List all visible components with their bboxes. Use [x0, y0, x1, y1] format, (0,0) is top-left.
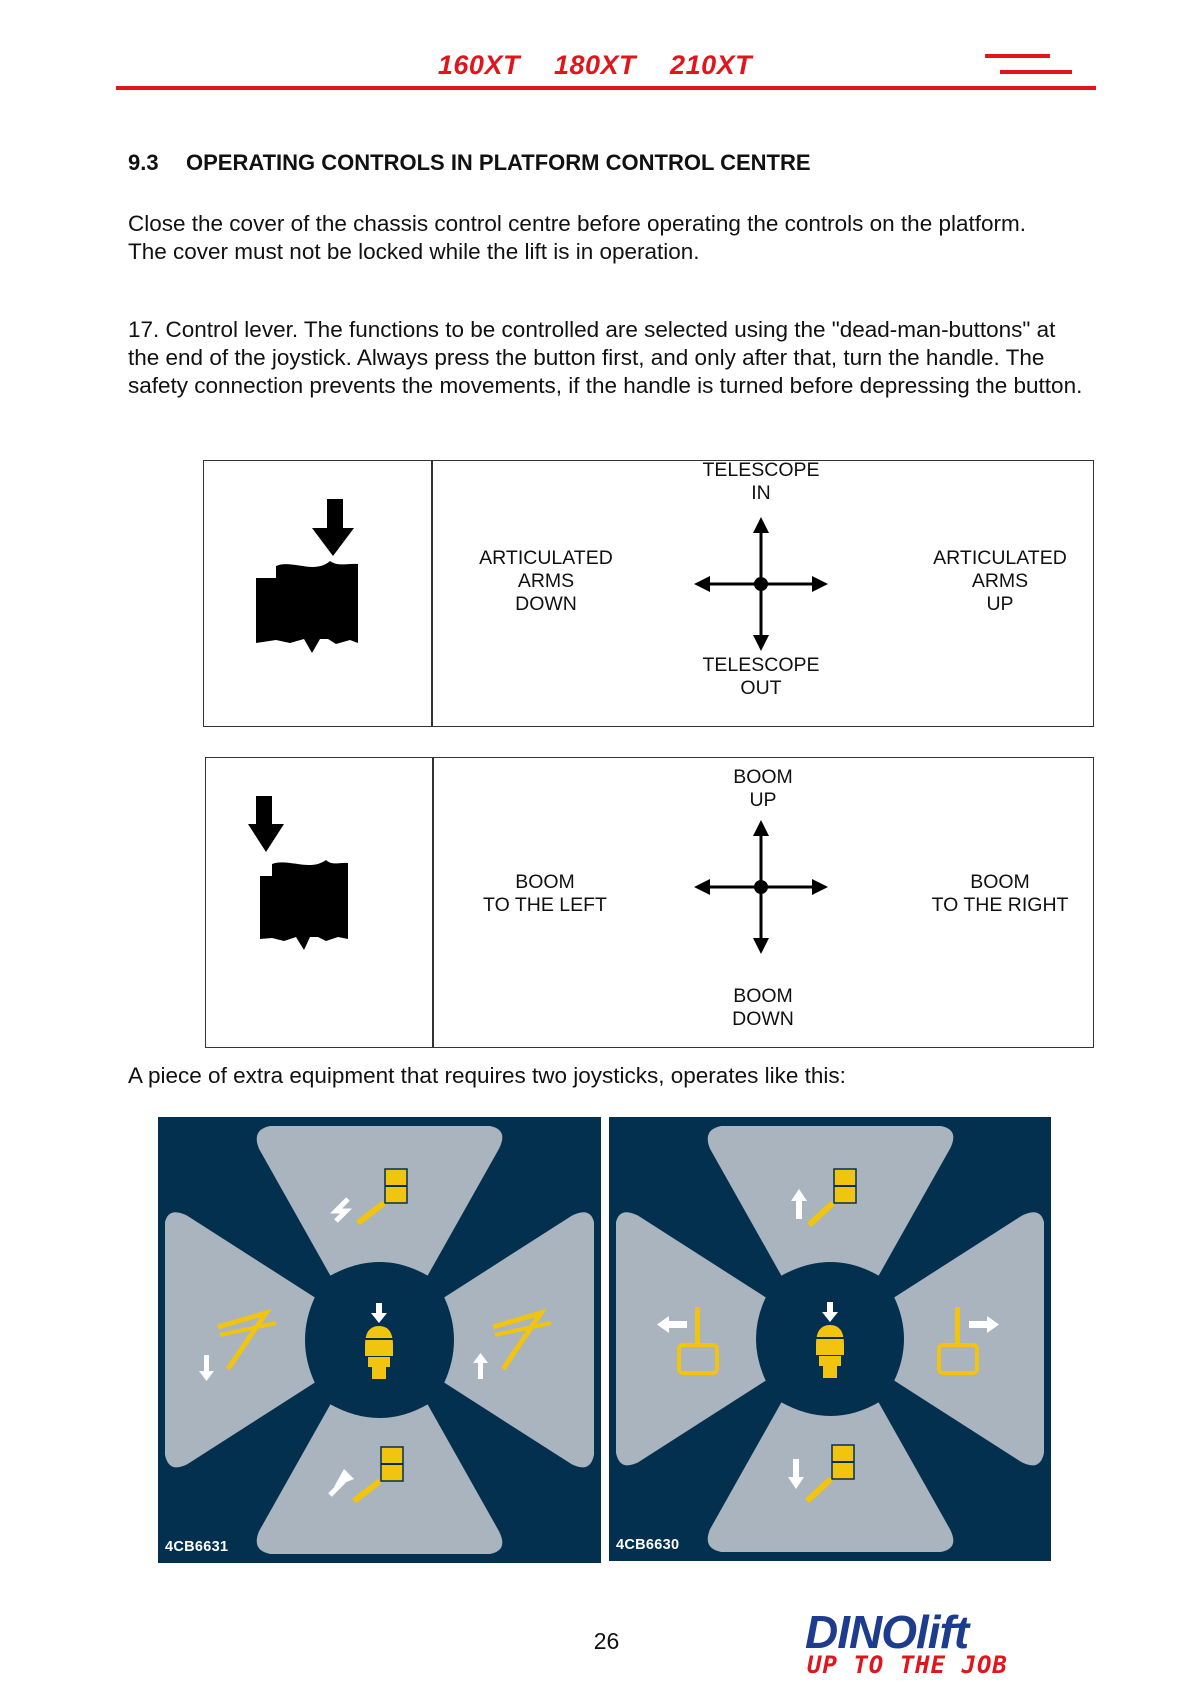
control-table-telescope: [203, 460, 1094, 727]
decal-code: 4CB6630: [616, 1537, 680, 1553]
petal-bottom: [707, 1401, 955, 1553]
decal-graphic: [609, 1117, 1051, 1561]
paragraph-cover-line2: The cover must not be locked while the lift is in operation.: [128, 239, 700, 264]
dinolift-logo: [805, 1608, 1015, 1678]
model-210xt: 210XT: [670, 50, 753, 80]
four-way-arrow-icon: [694, 820, 828, 954]
label-telescope-out-line1: TELESCOPE: [702, 654, 820, 676]
four-way-arrow-icon: [694, 517, 828, 651]
label-telescope-out-line2: OUT: [740, 677, 782, 699]
label-boom-left-line2: TO THE LEFT: [483, 894, 607, 916]
label-boom-down-line1: BOOM: [733, 985, 793, 1007]
label-boom-left-line1: BOOM: [515, 871, 575, 893]
decal-graphic: [158, 1117, 601, 1563]
label-arms-down-line2: ARMS: [517, 570, 575, 592]
section-number: 9.3: [128, 150, 159, 175]
decal-code: 4CB6631: [165, 1539, 229, 1555]
label-boom-down-line2: DOWN: [732, 1008, 794, 1030]
section-title: OPERATING CONTROLS IN PLATFORM CONTROL CENTRE: [186, 150, 811, 175]
label-boom-right-line1: BOOM: [970, 871, 1030, 893]
petal-right: [893, 1211, 1045, 1466]
petal-left: [164, 1211, 316, 1468]
table-divider: [432, 758, 434, 1047]
label-arms-down-line1: ARTICULATED: [479, 547, 613, 569]
petal-right: [443, 1211, 595, 1468]
petal-top: [707, 1125, 955, 1277]
petal-left: [615, 1211, 767, 1466]
joystick-button-left-icon: [248, 796, 368, 966]
label-boom-up-line2: UP: [749, 789, 777, 811]
petal-top: [256, 1125, 504, 1277]
model-160xt: 160XT: [437, 50, 520, 80]
header-rule: [116, 86, 1096, 90]
decal-joystick-right: [609, 1117, 1051, 1561]
paragraph-control-lever: 17. Control lever. The functions to be controlled are selected using the "dead-man-buttons" at the end of the joystick. Always press the button first, and only after that, turn the handle. The safety connection prevents the movements, if the handle is turned before depressing the button.: [128, 317, 1083, 398]
header-mark-line-lower: [1000, 70, 1072, 74]
decal-joystick-left: [158, 1117, 601, 1563]
page-number: 26: [593, 1628, 620, 1654]
paragraph-cover-line1: Close the cover of the chassis control centre before operating the controls on the platform.: [128, 211, 1026, 236]
logo-name: DINOlift: [805, 1606, 969, 1658]
label-telescope-in-line1: TELESCOPE: [702, 459, 820, 481]
logo-slogan: UP TO THE JOB: [807, 1651, 1008, 1679]
label-arms-down-line3: DOWN: [515, 593, 577, 615]
label-arms-up-line1: ARTICULATED: [933, 547, 1067, 569]
label-telescope-in-line2: IN: [751, 482, 771, 504]
control-table-boom: [205, 757, 1094, 1048]
petal-bottom: [256, 1403, 504, 1555]
paragraph-two-joysticks: A piece of extra equipment that requires two joysticks, operates like this:: [128, 1063, 846, 1088]
label-boom-right-line2: TO THE RIGHT: [931, 894, 1069, 916]
section-heading: [128, 150, 811, 176]
table-divider: [431, 461, 433, 726]
joystick-button-right-icon: [252, 491, 372, 661]
label-arms-up-line3: UP: [986, 593, 1014, 615]
label-boom-up-line1: BOOM: [733, 766, 793, 788]
header-mark-line-upper: [985, 54, 1050, 58]
model-180xt: 180XT: [553, 50, 637, 80]
label-arms-up-line2: ARMS: [971, 570, 1029, 592]
paragraph-cover: [128, 210, 1088, 266]
